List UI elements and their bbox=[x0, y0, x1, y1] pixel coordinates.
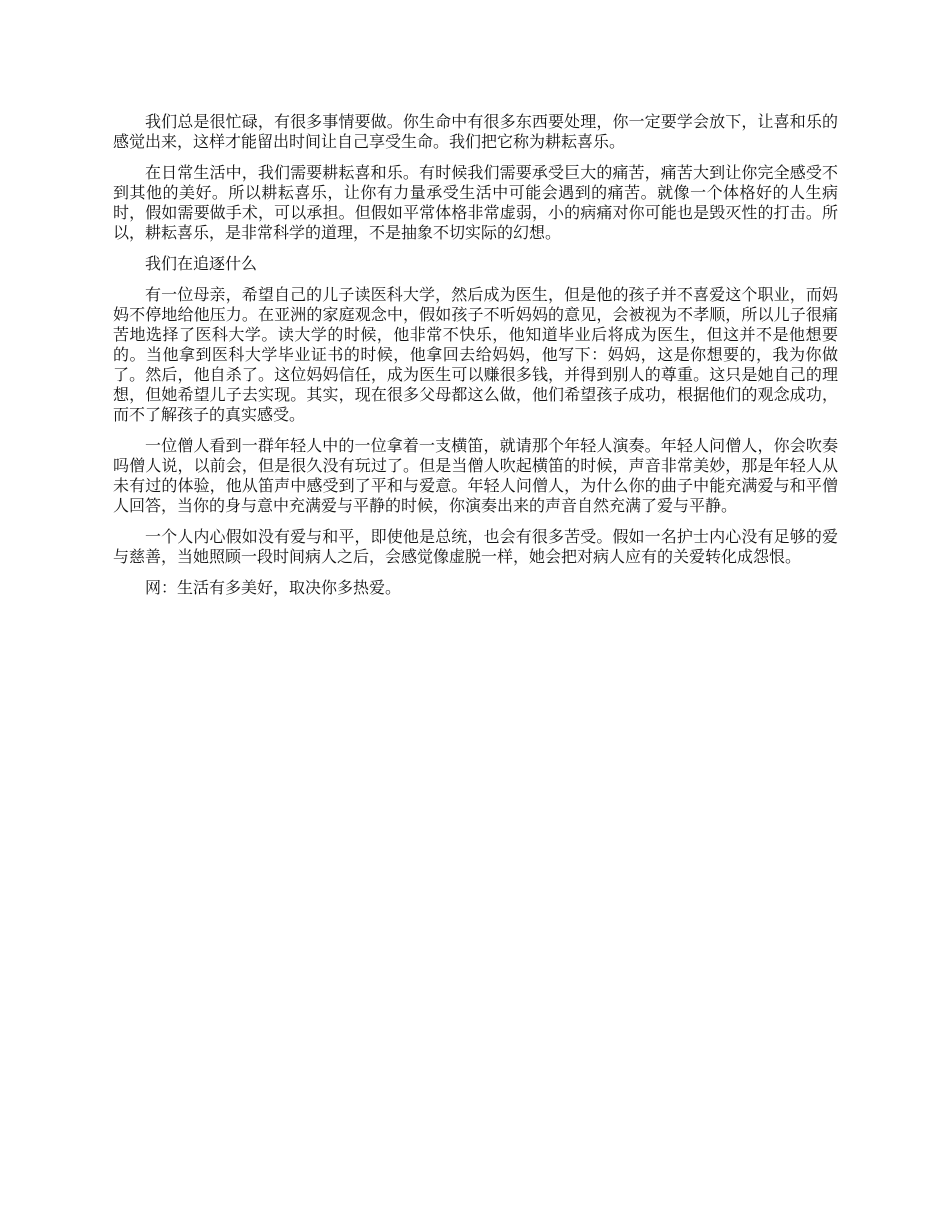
document-body bbox=[113, 112, 838, 609]
section-heading: 我们在追逐什么 bbox=[145, 254, 258, 273]
paragraph-1: 我们总是很忙碌，有很多事情要做。你生命中有很多东西要处理，你一定要学会放下，让喜和乐的感觉出来，这样才能留出时间让自己享受生命。我们把它称为耕耘喜乐。 bbox=[113, 112, 838, 151]
paragraph-2: 在日常生活中，我们需要耕耘喜和乐。有时候我们需要承受巨大的痛苦，痛苦大到让你完全感受不到其他的美好。所以耕耘喜乐，让你有力量承受生活中可能会遇到的痛苦。就像一个体格好的人生病时，假如需要做手术，可以承担。但假如平常体格非常虚弱，小的病痛对你可能也是毁灭性的打击。所以，耕耘喜乐，是非常科学的道理，不是抽象不切实际的幻想。 bbox=[113, 163, 838, 242]
paragraph-3: 有一位母亲，希望自己的儿子读医科大学，然后成为医生，但是他的孩子并不喜爱这个职业，而妈妈不停地给他压力。在亚洲的家庭观念中，假如孩子不听妈妈的意见，会被视为不孝顺，所以儿子很痛苦地选择了医科大学。读大学的时候，他非常不快乐，他知道毕业后将成为医生，但这并不是他想要的。当他拿到医科大学毕业证书的时候，他拿回去给妈妈，他写下：妈妈，这是你想要的，我为你做了。然后，他自杀了。这位妈妈信任，成为医生可以赚很多钱，并得到别人的尊重。这只是她自己的理想，但她希望儿子去实现。其实，现在很多父母都这么做，他们希望孩子成功，根据他们的观念成功，而不了解孩子的真实感受。 bbox=[113, 285, 838, 424]
paragraph-4: 一位僧人看到一群年轻人中的一位拿着一支横笛，就请那个年轻人演奏。年轻人问僧人，你会吹奏吗僧人说，以前会，但是很久没有玩过了。但是当僧人吹起横笛的时候，声音非常美妙，那是年轻人从未有过的体验，他从笛声中感受到了平和与爱意。年轻人问僧人，为什么你的曲子中能充满爱与和平僧人回答，当你的身与意中充满爱与平静的时候，你演奏出来的声音自然充满了爱与平静。 bbox=[113, 436, 838, 515]
paragraph-5: 一个人内心假如没有爱与和平，即使他是总统，也会有很多苦受。假如一名护士内心没有足够的爱与慈善，当她照顾一段时间病人之后，会感觉像虚脱一样，她会把对病人应有的关爱转化成怨恨。 bbox=[113, 527, 838, 566]
source-note: 网：生活有多美好，取决你多热爱。 bbox=[145, 578, 402, 597]
